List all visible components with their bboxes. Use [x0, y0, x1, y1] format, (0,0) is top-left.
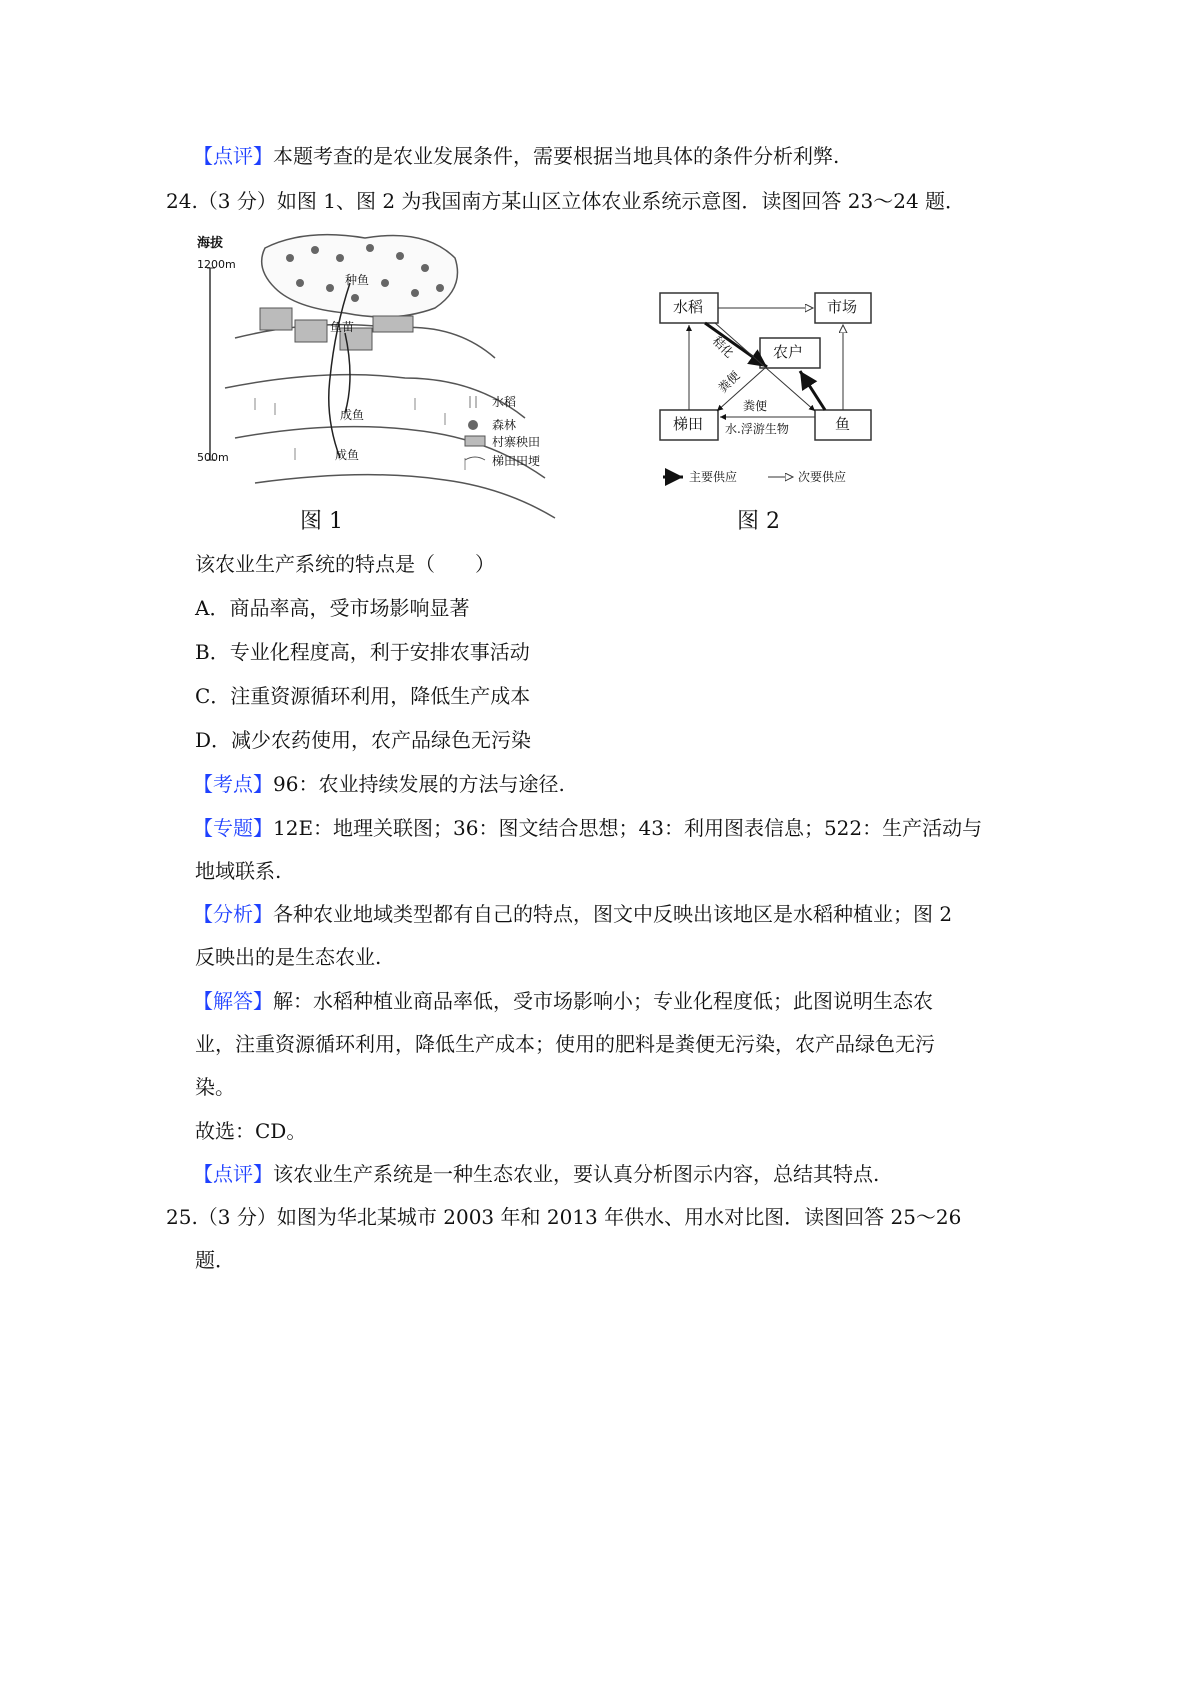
legend-rice: 水稻 [492, 395, 517, 409]
fenxi-line [193, 900, 952, 928]
node-fish: 鱼 [835, 415, 851, 433]
option-a: A．商品率高，受市场影响显著 [195, 596, 470, 620]
review-text: 本题考查的是农业发展条件，需要根据当地具体的条件分析利弊. [273, 144, 840, 168]
figure-1-caption: 图 1 [300, 509, 343, 534]
altitude-label: 海拔 [197, 236, 224, 251]
legend-village: 村寨秧田 [492, 435, 541, 449]
label-fingerling: 鱼苗 [330, 320, 355, 334]
figure-1-drawing [195, 228, 615, 538]
jieda-text: 解：水稻种植业商品率低，受市场影响小；专业化程度低；此图说明生态农 [273, 989, 933, 1013]
fenxi-tag: 【分析】 [193, 902, 273, 926]
edge-label-manure: 粪便 [715, 368, 743, 396]
jieda-line-3: 染。 [195, 1075, 235, 1099]
option-b: B．专业化程度高，利于安排农事活动 [195, 640, 530, 664]
altitude-bottom: 500m [197, 451, 229, 464]
node-market: 市场 [827, 298, 858, 316]
figure-2-caption: 图 2 [737, 509, 780, 534]
q24-stem: 24.（3 分）如图 1、图 2 为我国南方某山区立体农业系统示意图．读图回答 23～24 题． [166, 189, 966, 213]
node-rice: 水稻 [673, 298, 704, 316]
label-adult-fish-2: 成鱼 [335, 448, 360, 462]
figure-2 [655, 285, 955, 540]
node-farmer: 农户 [773, 343, 804, 361]
option-d: D．减少农药使用，农产品绿色无污染 [195, 728, 532, 752]
jieda-line-2: 业，注重资源循环利用，降低生产成本；使用的肥料是粪便无污染，农产品绿色无污 [195, 1032, 935, 1056]
zhuanti-text: 12E：地理关联图；36：图文结合思想；43：利用图表信息；522：生产活动与 [273, 816, 983, 840]
dianping-line [193, 1160, 879, 1188]
fenxi-text: 各种农业地域类型都有自己的特点，图文中反映出该地区是水稻种植业；图 2 [273, 902, 953, 926]
dianping-tag: 【点评】 [193, 1162, 273, 1186]
zhuanti-line-2: 地域联系. [195, 859, 282, 883]
jieda-tag: 【解答】 [193, 989, 273, 1013]
node-terrace: 梯田 [673, 415, 704, 433]
dianping-text: 该农业生产系统是一种生态农业，要认真分析图示内容，总结其特点. [273, 1162, 880, 1186]
kaodian-text: 96：农业持续发展的方法与途径. [273, 772, 565, 796]
legend-main-supply: 主要供应 [689, 470, 738, 484]
kaodian-line [193, 770, 565, 798]
edge-label-straw: 秸化 [709, 333, 737, 361]
edge-label-manure-2: 粪便 [743, 399, 768, 413]
prev-review-line [193, 142, 839, 170]
fenxi-line-2: 反映出的是生态农业. [195, 945, 382, 969]
figure-1 [195, 228, 615, 538]
edge-label-water: 水.浮游生物 [725, 422, 789, 436]
label-brood-fish: 种鱼 [345, 273, 370, 287]
label-adult-fish-1: 成鱼 [340, 408, 365, 422]
q25-stem: 25.（3 分）如图为华北某城市 2003 年和 2013 年供水、用水对比图．读图回答 25～26 [166, 1205, 962, 1229]
jieda-line [193, 987, 933, 1015]
zhuanti-line [193, 814, 982, 842]
answer-line: 故选：CD。 [195, 1119, 307, 1143]
altitude-top: 1200m [197, 258, 236, 271]
q25-stem-2: 题． [195, 1248, 235, 1272]
q24-question: 该农业生产系统的特点是（ ） [195, 552, 495, 576]
zhuanti-tag: 【专题】 [193, 816, 273, 840]
review-tag: 【点评】 [193, 144, 273, 168]
legend-terrace: 梯田田埂 [492, 454, 541, 468]
legend-secondary-supply: 次要供应 [798, 470, 847, 484]
option-c: C．注重资源循环利用，降低生产成本 [195, 684, 531, 708]
legend-forest: 森林 [492, 418, 517, 432]
kaodian-tag: 【考点】 [193, 772, 273, 796]
